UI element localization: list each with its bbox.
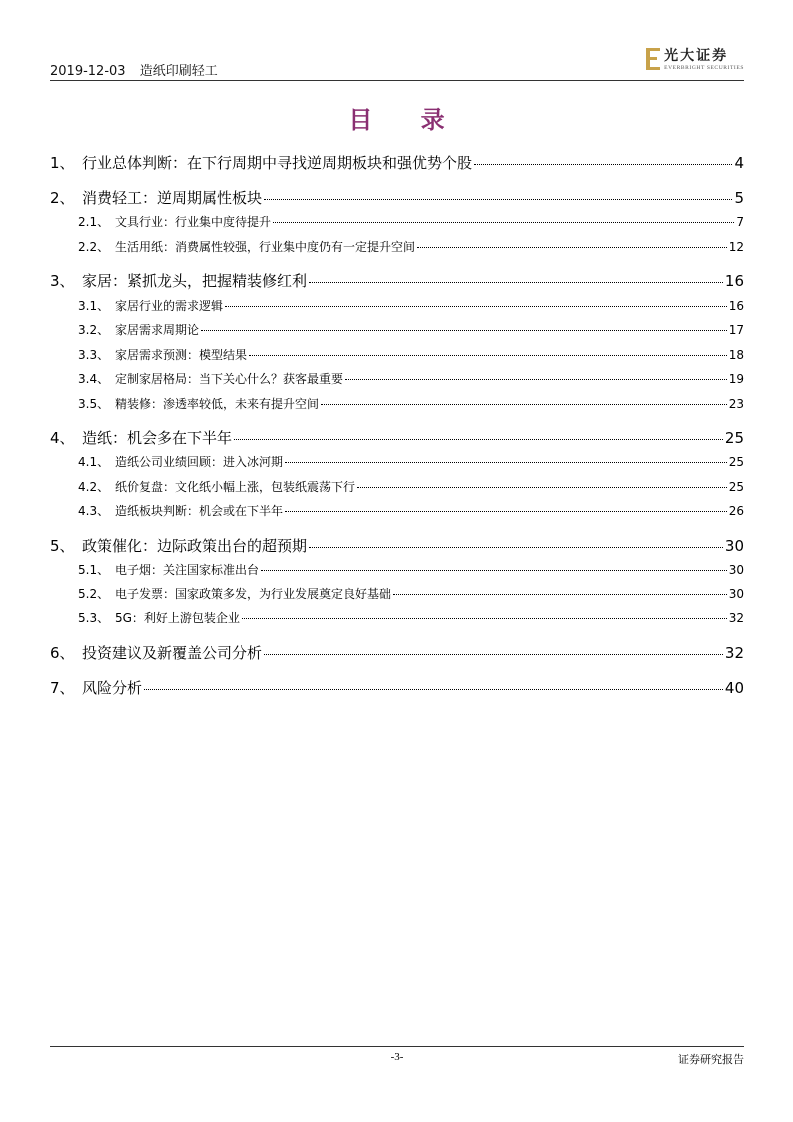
toc-dot-leader bbox=[474, 164, 732, 165]
logo-subtitle: EVERBRIGHT SECURITIES bbox=[664, 65, 744, 71]
toc-dot-leader bbox=[225, 306, 727, 307]
toc-entry-number: 3.4、 bbox=[78, 372, 110, 386]
toc-entry-title: 风险分析 bbox=[82, 679, 143, 697]
toc-dot-leader bbox=[264, 199, 732, 200]
toc-dot-leader bbox=[357, 487, 727, 488]
toc-entry-number: 3.5、 bbox=[78, 397, 110, 411]
toc-entry-page: 32 bbox=[728, 611, 744, 625]
toc-dot-leader bbox=[345, 379, 727, 380]
toc-entry-number: 4、 bbox=[50, 429, 75, 447]
toc-dot-leader bbox=[393, 594, 727, 595]
toc-entry-page: 30 bbox=[728, 563, 744, 577]
toc-entry-section[interactable] bbox=[50, 585, 744, 601]
toc-entry-number: 3.1、 bbox=[78, 299, 110, 313]
toc-entry-number: 2.1、 bbox=[78, 215, 110, 229]
toc-entry-section[interactable] bbox=[50, 213, 744, 229]
toc-entry-number: 6、 bbox=[50, 644, 75, 662]
toc-entry-number: 5.3、 bbox=[78, 611, 110, 625]
toc-entry-title: 家居行业的需求逻辑 bbox=[115, 299, 224, 313]
toc-entry-page: 12 bbox=[728, 240, 744, 254]
toc-dot-leader bbox=[144, 689, 723, 690]
toc-entry-title: 生活用纸：消费属性较强，行业集中度仍有一定提升空间 bbox=[115, 240, 416, 254]
toc-entry-page: 23 bbox=[728, 397, 744, 411]
report-date: 2019-12-03 bbox=[50, 64, 126, 79]
toc-dot-leader bbox=[309, 547, 723, 548]
toc-entry-title: 投资建议及新覆盖公司分析 bbox=[82, 644, 263, 662]
toc-entry-section[interactable] bbox=[50, 395, 744, 411]
toc-entry-number: 7、 bbox=[50, 679, 75, 697]
toc-dot-leader bbox=[321, 404, 727, 405]
toc-entry-page: 40 bbox=[724, 679, 744, 697]
toc-dot-leader bbox=[261, 570, 727, 571]
toc-entry-section[interactable] bbox=[50, 238, 744, 254]
toc-entry-title: 电子烟：关注国家标准出台 bbox=[115, 563, 260, 577]
toc-entry-title: 行业总体判断：在下行周期中寻找逆周期板块和强优势个股 bbox=[82, 154, 473, 172]
toc-entry-page: 7 bbox=[736, 215, 744, 229]
toc-entry-title: 家居：紧抓龙头，把握精装修红利 bbox=[82, 272, 308, 290]
toc-entry-section[interactable] bbox=[50, 346, 744, 362]
toc-entry-title: 电子发票：国家政策多发，为行业发展奠定良好基础 bbox=[115, 587, 392, 601]
toc-dot-leader bbox=[234, 439, 723, 440]
toc-entry-page: 4 bbox=[734, 154, 744, 172]
toc-entry-section[interactable] bbox=[50, 297, 744, 313]
toc-dot-leader bbox=[417, 247, 727, 248]
report-type: 证券研究报告 bbox=[678, 1053, 744, 1066]
toc-entry-section[interactable] bbox=[50, 370, 744, 386]
toc-dot-leader bbox=[242, 618, 727, 619]
toc-dot-leader bbox=[264, 654, 723, 655]
toc-entry-section[interactable] bbox=[50, 478, 744, 494]
toc-entry-title: 文具行业：行业集中度待提升 bbox=[115, 215, 272, 229]
toc-dot-leader bbox=[285, 462, 727, 463]
toc-entry-number: 1、 bbox=[50, 154, 75, 172]
toc-entry-title: 政策催化：边际政策出台的超预期 bbox=[82, 537, 308, 555]
toc-entry-title: 家居需求周期论 bbox=[115, 323, 200, 337]
toc-entry-page: 19 bbox=[728, 372, 744, 386]
toc-entry-page: 26 bbox=[728, 504, 744, 518]
toc-entry-page: 30 bbox=[728, 587, 744, 601]
toc-entry-number: 2.2、 bbox=[78, 240, 110, 254]
toc-entry-title: 纸价复盘：文化纸小幅上涨，包装纸震荡下行 bbox=[115, 480, 356, 494]
toc-dot-leader bbox=[309, 282, 723, 283]
toc-entry-number: 4.1、 bbox=[78, 455, 110, 469]
toc-dot-leader bbox=[273, 222, 734, 223]
toc-entry-page: 18 bbox=[728, 348, 744, 362]
toc-dot-leader bbox=[249, 355, 727, 356]
toc-entry-number: 3、 bbox=[50, 272, 75, 290]
toc-title: 目 录 bbox=[348, 106, 465, 134]
toc-entry-chapter[interactable] bbox=[50, 535, 744, 555]
toc-entry-title: 消费轻工：逆周期属性板块 bbox=[82, 189, 263, 207]
toc-entry-chapter[interactable] bbox=[50, 152, 744, 172]
page-number: -3- bbox=[390, 1051, 404, 1063]
toc-entry-page: 16 bbox=[728, 299, 744, 313]
toc-entry-number: 5.1、 bbox=[78, 563, 110, 577]
toc-entry-title: 定制家居格局：当下关心什么？获客最重要 bbox=[115, 372, 344, 386]
toc-entry-page: 30 bbox=[724, 537, 744, 555]
toc-entry-section[interactable] bbox=[50, 609, 744, 625]
toc-dot-leader bbox=[201, 330, 727, 331]
toc-entry-page: 32 bbox=[724, 644, 744, 662]
toc-dot-leader bbox=[285, 511, 727, 512]
toc-entry-title: 家居需求预测：模型结果 bbox=[115, 348, 248, 362]
report-category: 造纸印刷轻工 bbox=[139, 64, 218, 79]
toc-entry-chapter[interactable] bbox=[50, 642, 744, 662]
toc-entry-page: 25 bbox=[728, 480, 744, 494]
toc-entry-chapter[interactable] bbox=[50, 270, 744, 290]
toc-entry-section[interactable] bbox=[50, 502, 744, 518]
toc-entry-title: 精装修：渗透率较低，未来有提升空间 bbox=[115, 397, 320, 411]
toc-entry-number: 4.2、 bbox=[78, 480, 110, 494]
toc-entry-chapter[interactable] bbox=[50, 677, 744, 697]
toc-entry-page: 17 bbox=[728, 323, 744, 337]
toc-entry-page: 5 bbox=[734, 189, 744, 207]
toc-entry-number: 5、 bbox=[50, 537, 75, 555]
toc-entry-page: 25 bbox=[728, 455, 744, 469]
toc-entry-chapter[interactable] bbox=[50, 187, 744, 207]
toc-entry-chapter[interactable] bbox=[50, 427, 744, 447]
toc-entry-number: 2、 bbox=[50, 189, 75, 207]
logo-name: 光大证券 bbox=[664, 48, 729, 64]
toc-entry-section[interactable] bbox=[50, 453, 744, 469]
toc-entry-page: 16 bbox=[724, 272, 744, 290]
toc-entry-page: 25 bbox=[724, 429, 744, 447]
page-footer bbox=[50, 1046, 744, 1067]
toc-entry-title: 造纸公司业绩回顾：进入冰河期 bbox=[115, 455, 284, 469]
toc-entry-number: 3.3、 bbox=[78, 348, 110, 362]
toc-entry-title: 造纸板块判断：机会或在下半年 bbox=[115, 504, 284, 518]
toc-entry-section[interactable] bbox=[50, 321, 744, 337]
toc-entry-title: 5G：利好上游包装企业 bbox=[115, 611, 240, 625]
toc-entry-section[interactable] bbox=[50, 561, 744, 577]
toc-entry-number: 5.2、 bbox=[78, 587, 110, 601]
toc-entry-number: 3.2、 bbox=[78, 323, 110, 337]
toc-entry-number: 4.3、 bbox=[78, 504, 110, 518]
toc-entry-title: 造纸：机会多在下半年 bbox=[82, 429, 233, 447]
